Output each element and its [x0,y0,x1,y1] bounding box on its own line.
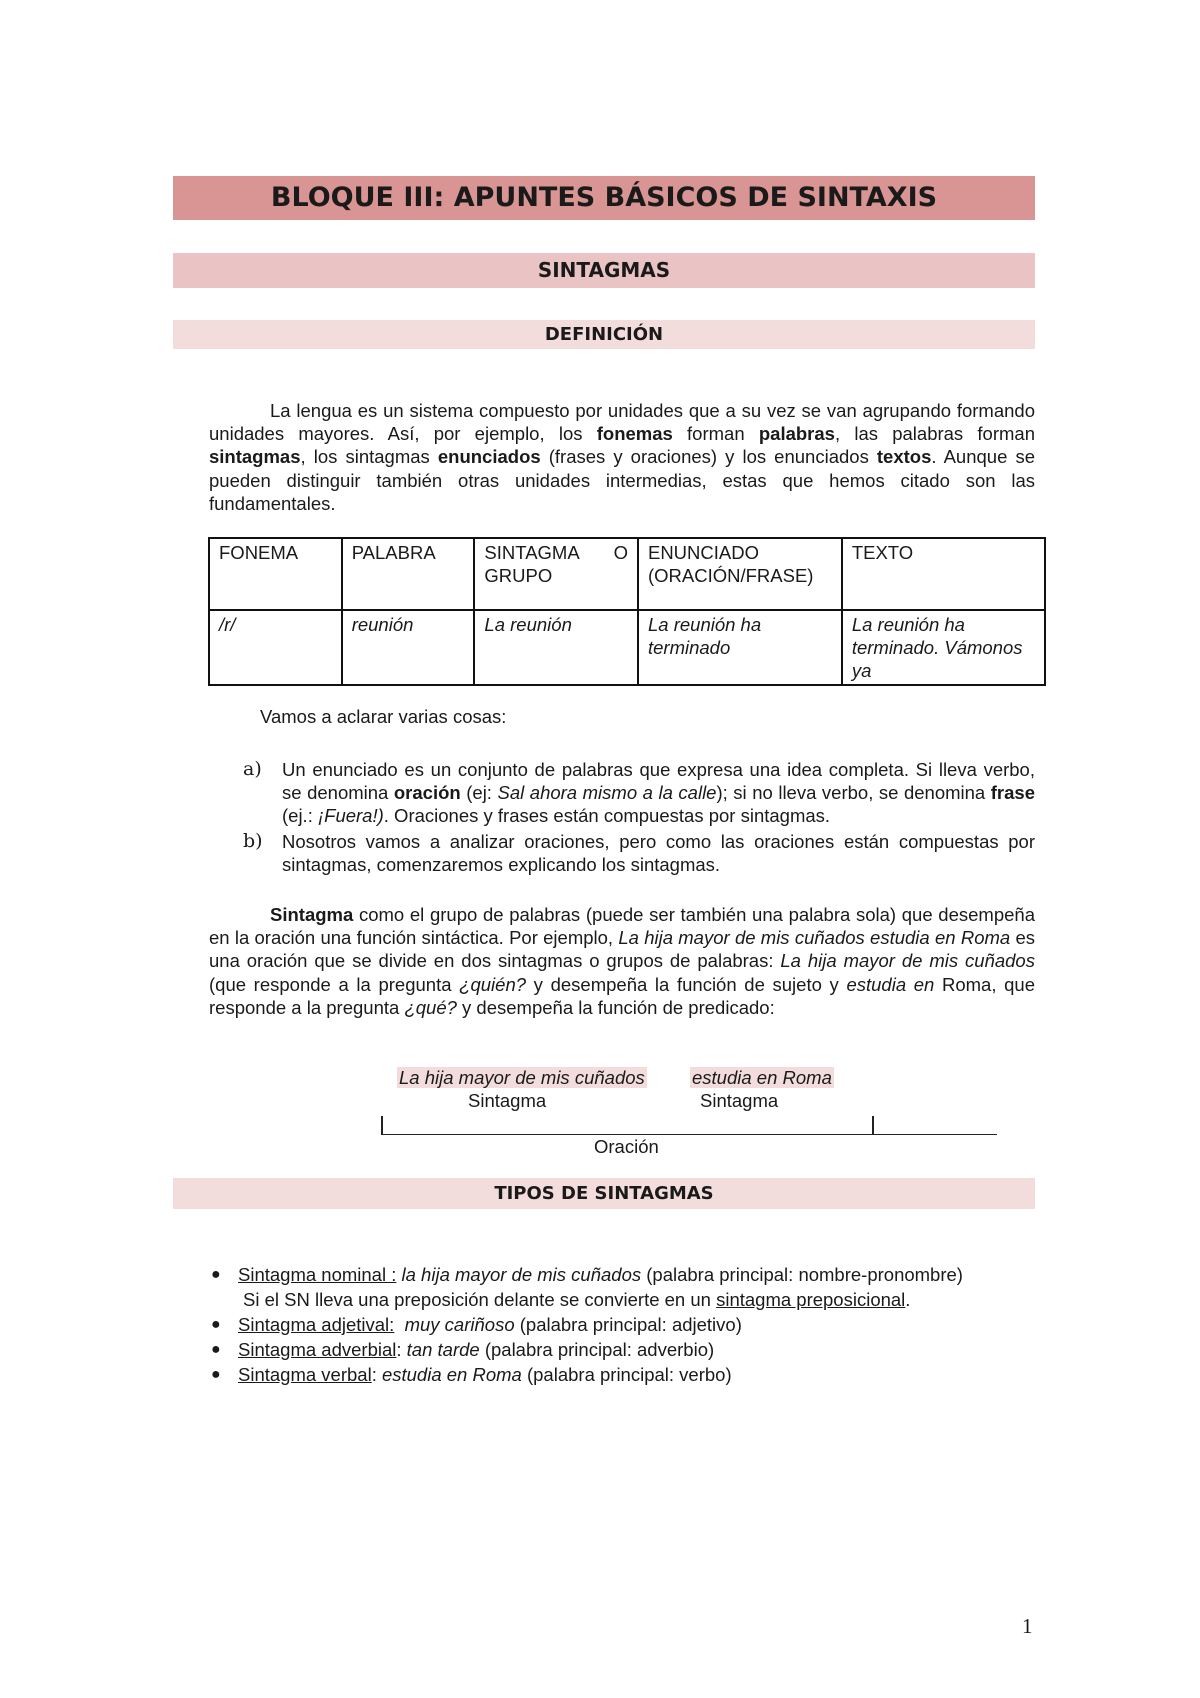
diagram-label-sintagma: Sintagma [468,1090,547,1111]
list-item: a) Un enunciado es un conjunto de palabras que expresa una idea completa. Si lleva verbo, se denomina oración (ej: Sal ahora mismo a la calle); si no lleva verbo, se denomina frase (ej.: ¡Fuera!). Oraciones y frases están compuestas por sintagmas. [243,758,1035,827]
bullet-icon: ● [211,1341,221,1358]
diagram-label-sintagma: Sintagma [700,1090,779,1111]
diagram-tick-left [381,1116,383,1134]
tipos-heading: TIPOS DE SINTAGMAS [173,1178,1035,1209]
sintagma-definition: Sintagma como el grupo de palabras (puede ser también una palabra sola) que desempeña en la oración una función sintáctica. Por ejemplo, La hija mayor de mis cuñados estudia en Roma es una oración que se divide en dos sintagmas o grupos de palabras: La hija mayor de mis cuñados (que responde a la pregunta ¿quién? y desempeña la función de sujeto y estudia en Roma, que responde a la pregunta ¿qué? y desempeña la función de predicado: [209,904,1036,1018]
bullet-icon: ● [211,1366,221,1383]
page-number: 1 [1022,1614,1033,1638]
definicion-heading: DEFINICIÓN [173,320,1035,349]
list-item: b) Nosotros vamos a analizar oraciones, pero como las oraciones están compuestas por sintagmas, comenzaremos explicando los sintagmas. [243,829,1035,875]
table-header-cell: PALABRA [342,538,475,610]
list-item: ● Sintagma adjetival: muy cariñoso (palabra principal: adjetivo) [211,1314,742,1335]
diagram-tick-mid [872,1116,874,1134]
units-table [208,537,1046,686]
diagram-label-oracion: Oración [594,1136,659,1157]
table-header-cell: SINTAGMA O GRUPO [474,538,638,610]
diagram-bracket-line [381,1113,997,1135]
list-marker: a) [243,758,262,780]
table-header-cell: ENUNCIADO (ORACIÓN/FRASE) [638,538,842,610]
table-cell: La reunión [474,610,638,685]
lettered-list [243,758,1035,878]
aclarar-line: Vamos a aclarar varias cosas: [260,706,507,727]
table-header-cell: FONEMA [209,538,342,610]
diagram-subject: La hija mayor de mis cuñados [399,1067,645,1088]
table-header-cell: TEXTO [842,538,1045,610]
table-row [209,610,1045,685]
list-item: ● Sintagma nominal : la hija mayor de mis cuñados (palabra principal: nombre-pronombre) [211,1264,963,1285]
types-list [209,1262,1049,1387]
table-cell: /r/ [209,610,342,685]
sn-note: Si el SN lleva una preposición delante se convierte en un sintagma preposicional. [243,1289,911,1310]
diagram-predicate: estudia en Roma [692,1067,832,1088]
intro-paragraph: La lengua es un sistema compuesto por unidades que a su vez se van agrupando formando unidades mayores. Así, por ejemplo, los fonemas forman palabras, las palabras forman sintagmas, los sintagmas enunciados (frases y oraciones) y los enunciados textos. Aunque se pueden distinguir también otras unidades intermedias, estas que hemos citado son las fundamentales. [209,400,1035,514]
table-cell: La reunión ha terminado [638,610,842,685]
list-item: ● Sintagma verbal: estudia en Roma (palabra principal: verbo) [211,1364,732,1385]
table-cell: reunión [342,610,475,685]
table-cell: La reunión ha terminado. Vámonos ya [842,610,1045,685]
bullet-icon: ● [211,1266,221,1283]
list-marker: b) [243,829,263,852]
list-item: ● Sintagma adverbial: tan tarde (palabra principal: adverbio) [211,1339,715,1360]
main-title: BLOQUE III: APUNTES BÁSICOS DE SINTAXIS [173,176,1035,220]
table-header-row [209,538,1045,610]
bullet-icon: ● [211,1316,221,1333]
section-title: SINTAGMAS [173,253,1035,288]
